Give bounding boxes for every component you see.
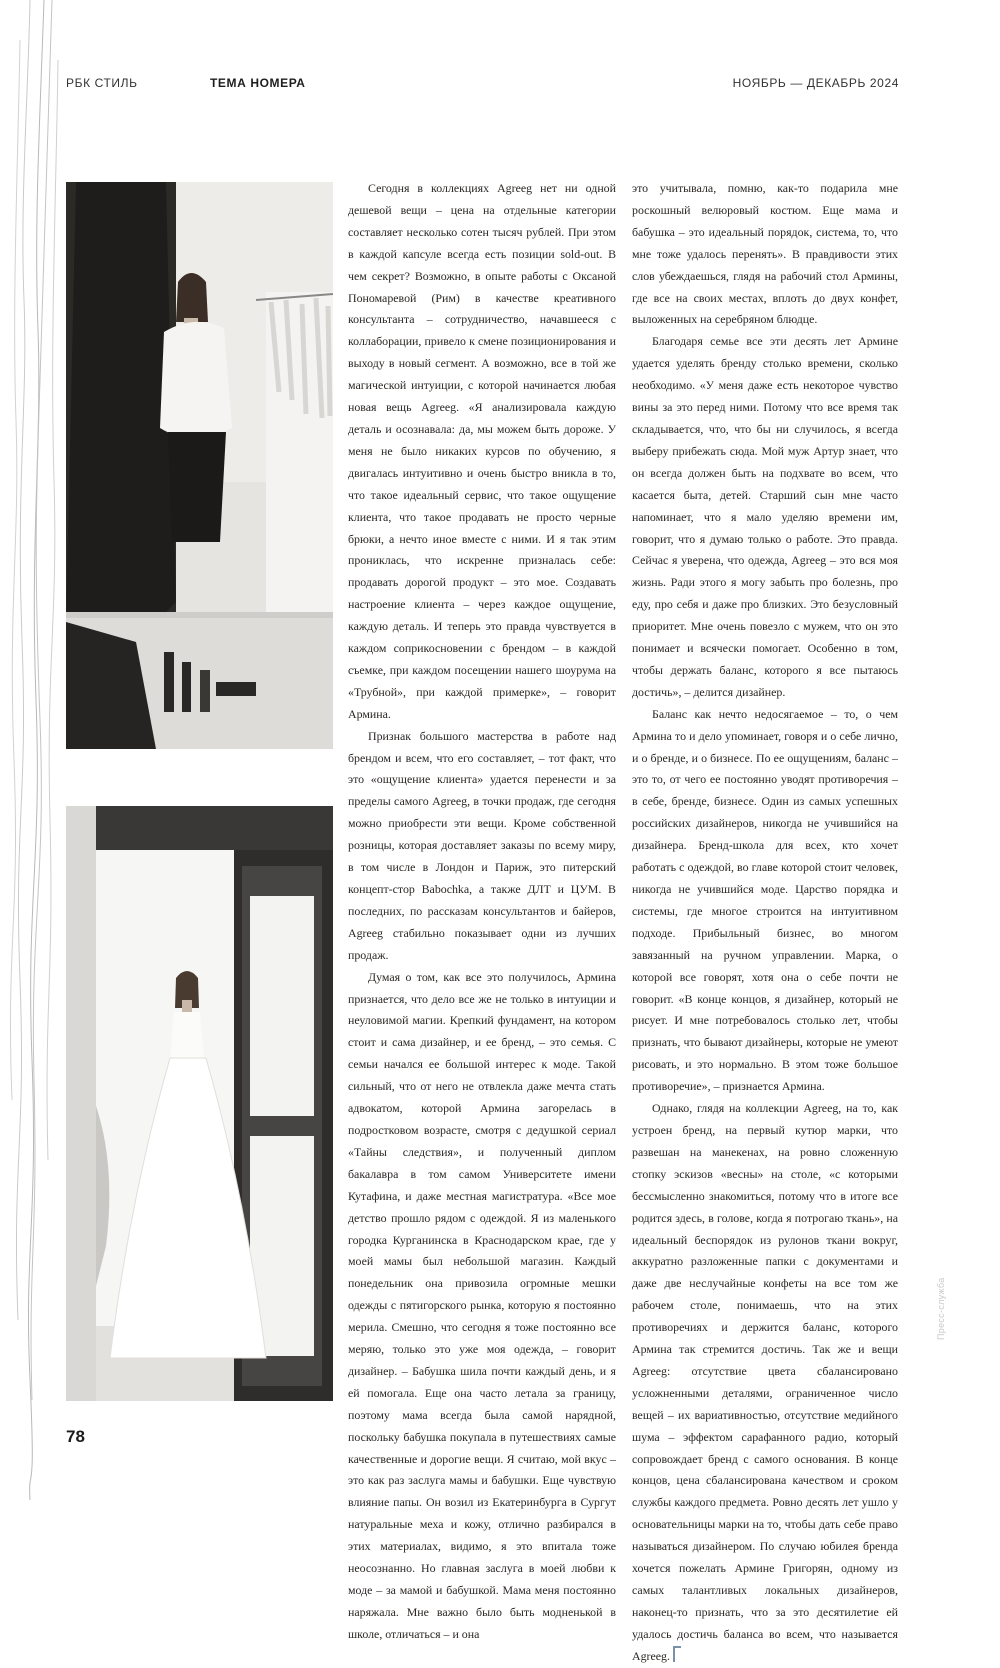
article-paragraph: Баланс как нечто недосягаемое – то, о чем Армина то и дело упоминает, говоря и о себе лично, и о бренде, и о бизнесе. По ее ощущениям, баланс – это то, от чего ее постоянно уводят противоречия – в себе, бренде, бизнесе. Один из самых успешных российских дизайнеров, никогда не учившийся на дизайнера. Бренд-школа для всех, кто хочет работать с одеждой, во главе которой стоит человек, никогда не учившийся моде. Царство порядка и системы, где многое строится на интуитивном подходе. Прибыльный бизнес, во многом завязанный на ручном управлении. Марка, о которой все говорят, хотя она о себе почти не говорит. «В конце концов, я дизайнер, который не рисует. И мне потребовалось столько лет, чтобы признать, что бывают дизайнеры, которые не умеют рисовать, и это нормально. В этом тоже большое противоречие», – признается Армина. [632,706,898,1094]
article-paragraph-final [632,1098,898,1668]
magazine-name: РБК СТИЛЬ [66,76,138,90]
article-paragraph: это учитывала, помню, как-то подарила мне роскошный велюровый костюм. Еще мама и бабушка – это идеальный порядок, система, то, что мне тоже удалось перенять». В правдивости этих слов убеждаешься, глядя на рабочий стол Армины, где все на своих местах, вплоть до двух конфет, выложенных на серебряном блюдце. [632,181,898,327]
article-column-right [632,178,898,1668]
article-paragraph: Думая о том, как все это получилось, Армина признается, что дело все же не только в интуиции и неуловимой магии. Крепкий фундамент, на котором стоит и сама дизайнер, и ее бренд, – это семья. С семьи начался ее большой интерес к моде. Такой сильный, что от него не отвлекла даже мечта стать адвокатом, которой Армина загорелась в подростковом возрасте, смотря с дедушкой сериал «Тайны следствия», и полученный диплом бакалавра в том самом Университете имени Кутафина, и даже местная магистратура. «Все мое детство прошло рядом с одеждой. Я из маленького городка Курганинска в Краснодарском крае, где у моей мамы был небольшой магазин. Каждый понедельник она привозила огромные мешки одежды с пятигорского рынка, которую я постоянно мерила. Смешно, что сегодня я тоже постоянно все меряю, только это уже моя одежда, – говорит дизайнер. – Бабушка шила почти каждый день, и я ей помогала. Еще она часто летала за границу, поэтому мама всегда была самой нарядной, поскольку бабушка покупала в путешествиях самые качественные и дорогие вещи. Я считаю, мой вкус – это как раз заслуга мамы и бабушки. Еще чувствую влияние папы. Он возил из Екатеринбурга в Сургут натуральные меха и кожу, отлично разбирался в этих материалах, видимо, я это впитала тоже неосознанно. Но главная заслуга в моей любви к моде – за мамой и бабушкой. Мама меня постоянно наряжала. Мне важно было быть модненькой в школе, отличаться – и она [348,969,616,1641]
section-title: ТЕМА НОМЕРА [210,76,306,90]
photo-atelier-illustration [66,182,333,749]
issue-date: НОЯБРЬ — ДЕКАБРЬ 2024 [732,76,899,90]
decorative-lines [0,0,60,1500]
article-paragraph: Благодаря семье все эти десять лет Армине удается уделять бренду столько времени, сколько необходимо. «У меня даже есть некоторое чувство вины за это перед ними. Потому что все время так складывается, что, что бы ни случилось, я всегда выберу прибежать сюда. Мой муж Артур знает, что он всегда должен быть на подхвате во всем, что касается быта, детей. Старший сын мне часто напоминает, что я мало уделяю времени им, говорит, что я думаю только о работе. Это правда. Сейчас я уверена, что одежда, Agreeg – это вся моя жизнь. Ради этого я могу забыть про болезнь, про еду, про себя и даже про близких. Это безусловный приоритет. Мне очень повезло с мужем, что он это понимает и всячески помогает. Особенно в том, чтобы держать баланс, которого я все пытаюсь достичь», – делится дизайнер. [632,334,898,699]
article-paragraph: Сегодня в коллекциях Agreeg нет ни одной дешевой вещи – цена на отдельные категории составляет несколько сотен тысяч рублей. При этом в каждой капсуле всегда есть позиции sold-out. В чем секрет? Возможно, в опыте работы с Оксаной Пономаревой (Рим) в качестве креативного консультанта – сотрудничество, начавшееся с коллаборации, привело к смене позиционирования и выходу в новый сегмент. А возможно, все в той же магической интуиции, с которой начинается любая новая вещь Agreeg. «Я анализировала каждую деталь и осознавала: да, мы можем быть дороже. У меня не было никаких курсов по обучению, я двигалась интуитивно и очень быстро вникла в то, что такое идеальный сервис, что такое ощущение клиента, что такое продавать не просто черные брюки, а нечто иное вместе с ними. И я так этим прониклась, что искренне призналась себе: продавать дорогой продукт – это мое. Создавать настроение клиента – через каждое ощущение, каждую деталь. И теперь это правда чувствуется в каждом соприкосновении с брендом – в каждой съемке, при каждом посещении нашего шоурума на «Трубной», при каждой примерке», – говорит Армина. [348,181,616,721]
article-paragraph: Признак большого мастерства в работе над брендом и всем, что его составляет, – тот факт, что это «ощущение клиента» удается перенести и за пределы самого Agreeg, в точки продаж, где сегодня можно приобрести эти вещи. Кроме собственной розницы, которая доставляет заказы по всему миру, в том числе в Лондон и Париж, это питерский концепт-стор Babochka, а также ДЛТ и ЦУМ. В последних, по рассказам консультантов и байеров, Agreeg стабильно показывает одни из лучших продаж. [348,728,616,962]
page-number: 78 [66,1427,85,1446]
photo-credit: Пресс-служба [936,1277,946,1340]
final-paragraph-text: Однако, глядя на коллекции Agreeg, на то, как устроен бренд, на первый кутюр марки, что развешан на манекенах, на ровно сложенную стопку эскизов «весны» на столе, «с которыми бессмысленно знакомиться, потому что в итоге все родится здесь, в голове, когда я потрогаю ткань», на идеальный беспорядок из рулонов ткани вокруг, аккуратно разложенные папки с документами и даже две неслучайные конфеты на все том же рабочем столе, понимаешь, что на этих противоречиях и держится баланс, которого Армина так стремится достичь. Так же и вещи Agreeg: отсутствие цвета сбалансировано усложненными деталями, ограниченное число вещей – их вариативностью, отсутствие медийного шума – эффектом сарафанного радио, который сопровождает бренд с самого основания. В конце концов, цена сбалансирована качеством и сроком службы каждого предмета. Ровно десять лет ушло у основательницы марки на то, чтобы дать себе право называться дизайнером. По случаю юбилея бренда хочется пожелать Армине Григорян, одному из самых талантливых локальных дизайнеров, наконец-то признать, что за это десятилетие ей удалось достичь баланса во всем, что называется Agreeg. [632,1101,898,1663]
photo-atelier [66,182,333,749]
article-column-left [348,178,616,1646]
running-header [0,76,1000,96]
photo-bridal-gown-illustration [66,806,333,1401]
photo-bridal-gown [66,806,333,1401]
end-of-article-icon [673,1646,681,1662]
